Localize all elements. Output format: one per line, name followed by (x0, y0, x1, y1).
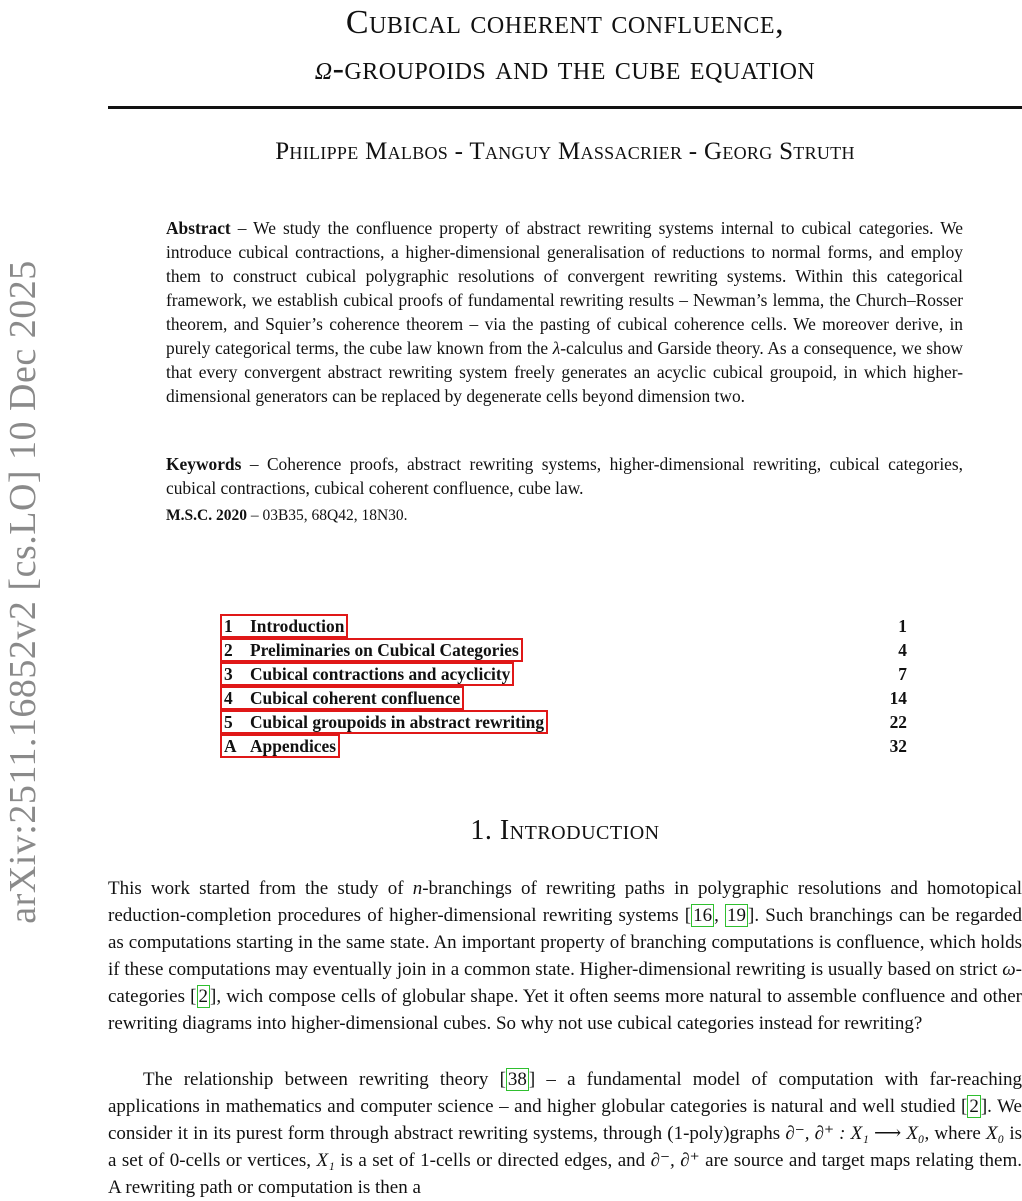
citation-link[interactable]: 38 (507, 1069, 527, 1090)
text-run: ]. Such branchings can be regarded as computations starting in the same state. An important property of branching computations is confluence, which holds if these computations may eventually join in a common state. Higher-dimensional rewriting is usually based on strict (108, 905, 1022, 980)
title-omega-symbol: ω (314, 50, 333, 87)
text-run: ], wich compose cells of globular shape. Yet it often seems more natural to assemble confluence and other rewriting diagrams into higher-dimensional cubes. So why not use cubical categories instead for rewriting? (108, 986, 1022, 1034)
toc-page-number: 14 (889, 688, 907, 708)
keywords-text: – Coherence proofs, abstract rewriting systems, higher-dimensional rewriting, cubical categories, cubical contractions, cubical coherent confluence, cube law. (166, 454, 963, 498)
abstract-lambda-symbol: λ (552, 338, 561, 358)
table-of-contents (220, 613, 907, 757)
math-boundary-maps: ∂⁻, ∂⁺ : X₁ ⟶ X₀ (785, 1123, 925, 1144)
arxiv-identifier-text: arXiv:2511.16852v2 [cs.LO] 10 Dec 2025 (2, 260, 44, 924)
math-n: n (412, 878, 423, 899)
toc-page-number: 1 (898, 616, 907, 636)
toc-link-introduction[interactable] (220, 614, 348, 638)
title-rule (108, 106, 1022, 109)
math-omega: ω (1002, 959, 1016, 980)
toc-section-title: Cubical coherent confluence (250, 688, 461, 708)
text-run: -categories [ (108, 959, 1022, 1007)
text-run: is a set of 1-cells or directed edges, and (334, 1150, 651, 1171)
text-run: ] – a fundamental model of computation with far-reaching applications in mathematics and computer science – and higher globular categories is natural and well studied [ (108, 1069, 1022, 1117)
paper-title (108, 0, 1022, 92)
toc-section-title: Introduction (250, 616, 345, 636)
section-heading-introduction: 1. Introduction (470, 815, 660, 846)
citation-link[interactable]: 2 (969, 1096, 979, 1117)
toc-row (220, 661, 907, 685)
abstract-text-part-1: – We study the confluence property of abstract rewriting systems internal to cubical categories. We introduce cubical contractions, a higher-dimensional generalisation of reductions to normal forms, and employ them to construct cubical polygraphic resolutions of convergent rewriting systems. Within this categorical framework, we establish cubical proofs of fundamental rewriting results – Newman’s lemma, the Church–Rosser theorem, and Squier’s coherence theorem – via the pasting of cubical coherence cells. We moreover derive, in purely categorical terms, the cube law known from the (166, 218, 963, 358)
text-run: , (714, 905, 726, 926)
toc-row (220, 733, 907, 757)
msc-classification (166, 507, 408, 525)
abstract (166, 216, 963, 408)
toc-section-number: A (224, 736, 237, 756)
title-line-2-text: -groupoids and the cube equation (332, 50, 816, 87)
text-run: is a set of 0-cells or vertices, (108, 1123, 1022, 1171)
text-run: , where (924, 1123, 986, 1144)
keywords-label: Keywords (166, 454, 242, 474)
keywords (166, 452, 963, 500)
toc-section-number: 5 (224, 712, 233, 732)
math-source-target: ∂⁻, ∂⁺ (650, 1150, 700, 1171)
toc-section-title: Cubical groupoids in abstract rewriting (250, 712, 545, 732)
text-run: are source and target maps relating them. A rewriting path or computation is then a (108, 1150, 1022, 1198)
toc-row (220, 685, 907, 709)
toc-section-number: 1 (224, 616, 233, 636)
toc-row (220, 613, 907, 637)
abstract-label: Abstract (166, 218, 231, 238)
math-x0: X₀ (985, 1123, 1005, 1144)
toc-section-title: Cubical contractions and acyclicity (250, 664, 511, 684)
arxiv-identifier-stamp (0, 238, 46, 946)
toc-page-number: 32 (889, 736, 907, 756)
toc-page-number: 4 (898, 640, 907, 660)
text-run: This work started from the study of (108, 878, 413, 899)
intro-paragraph-2 (108, 1066, 1022, 1201)
citation-link[interactable]: 19 (727, 905, 747, 926)
toc-link-cubical-contractions[interactable] (220, 662, 514, 686)
toc-link-appendices[interactable] (220, 734, 340, 758)
msc-label: M.S.C. 2020 (166, 507, 247, 524)
toc-link-coherent-confluence[interactable] (220, 686, 464, 710)
toc-section-number: 2 (224, 640, 233, 660)
text-run: The relationship between rewriting theory [ (143, 1069, 506, 1090)
toc-link-preliminaries[interactable] (220, 638, 523, 662)
title-line-2 (108, 46, 1022, 92)
toc-row (220, 709, 907, 733)
title-line-1: Cubical coherent confluence, (345, 4, 785, 41)
intro-paragraph-1 (108, 875, 1022, 1037)
toc-section-title: Appendices (250, 736, 337, 756)
citation-link[interactable]: 16 (693, 905, 713, 926)
text-run: ]. We consider it in its purest form through abstract rewriting systems, through (1-poly)graphs (108, 1096, 1022, 1144)
text-run: -branchings of rewriting paths in polygraphic resolutions and homotopical reduction-completion procedures of higher-dimensional rewriting systems [ (108, 878, 1022, 926)
author-list: Philippe Malbos - Tanguy Massacrier - Georg Struth (275, 138, 855, 165)
toc-page-number: 7 (898, 664, 907, 684)
toc-link-cubical-groupoids[interactable] (220, 710, 548, 734)
toc-page-number: 22 (889, 712, 907, 732)
toc-section-number: 4 (224, 688, 233, 708)
math-x1: X₁ (316, 1150, 335, 1171)
toc-section-title: Preliminaries on Cubical Categories (250, 640, 519, 660)
msc-codes: – 03B35, 68Q42, 18N30. (246, 507, 408, 524)
abstract-text-part-2: -calculus and Garside theory. As a consequence, we show that every convergent abstract rewriting system freely generates an acyclic cubical groupoid, in which higher-dimensional generators can be replaced by degenerate cells beyond dimension two. (166, 338, 963, 406)
citation-link[interactable]: 2 (198, 986, 208, 1007)
toc-row (220, 637, 907, 661)
toc-section-number: 3 (224, 664, 233, 684)
